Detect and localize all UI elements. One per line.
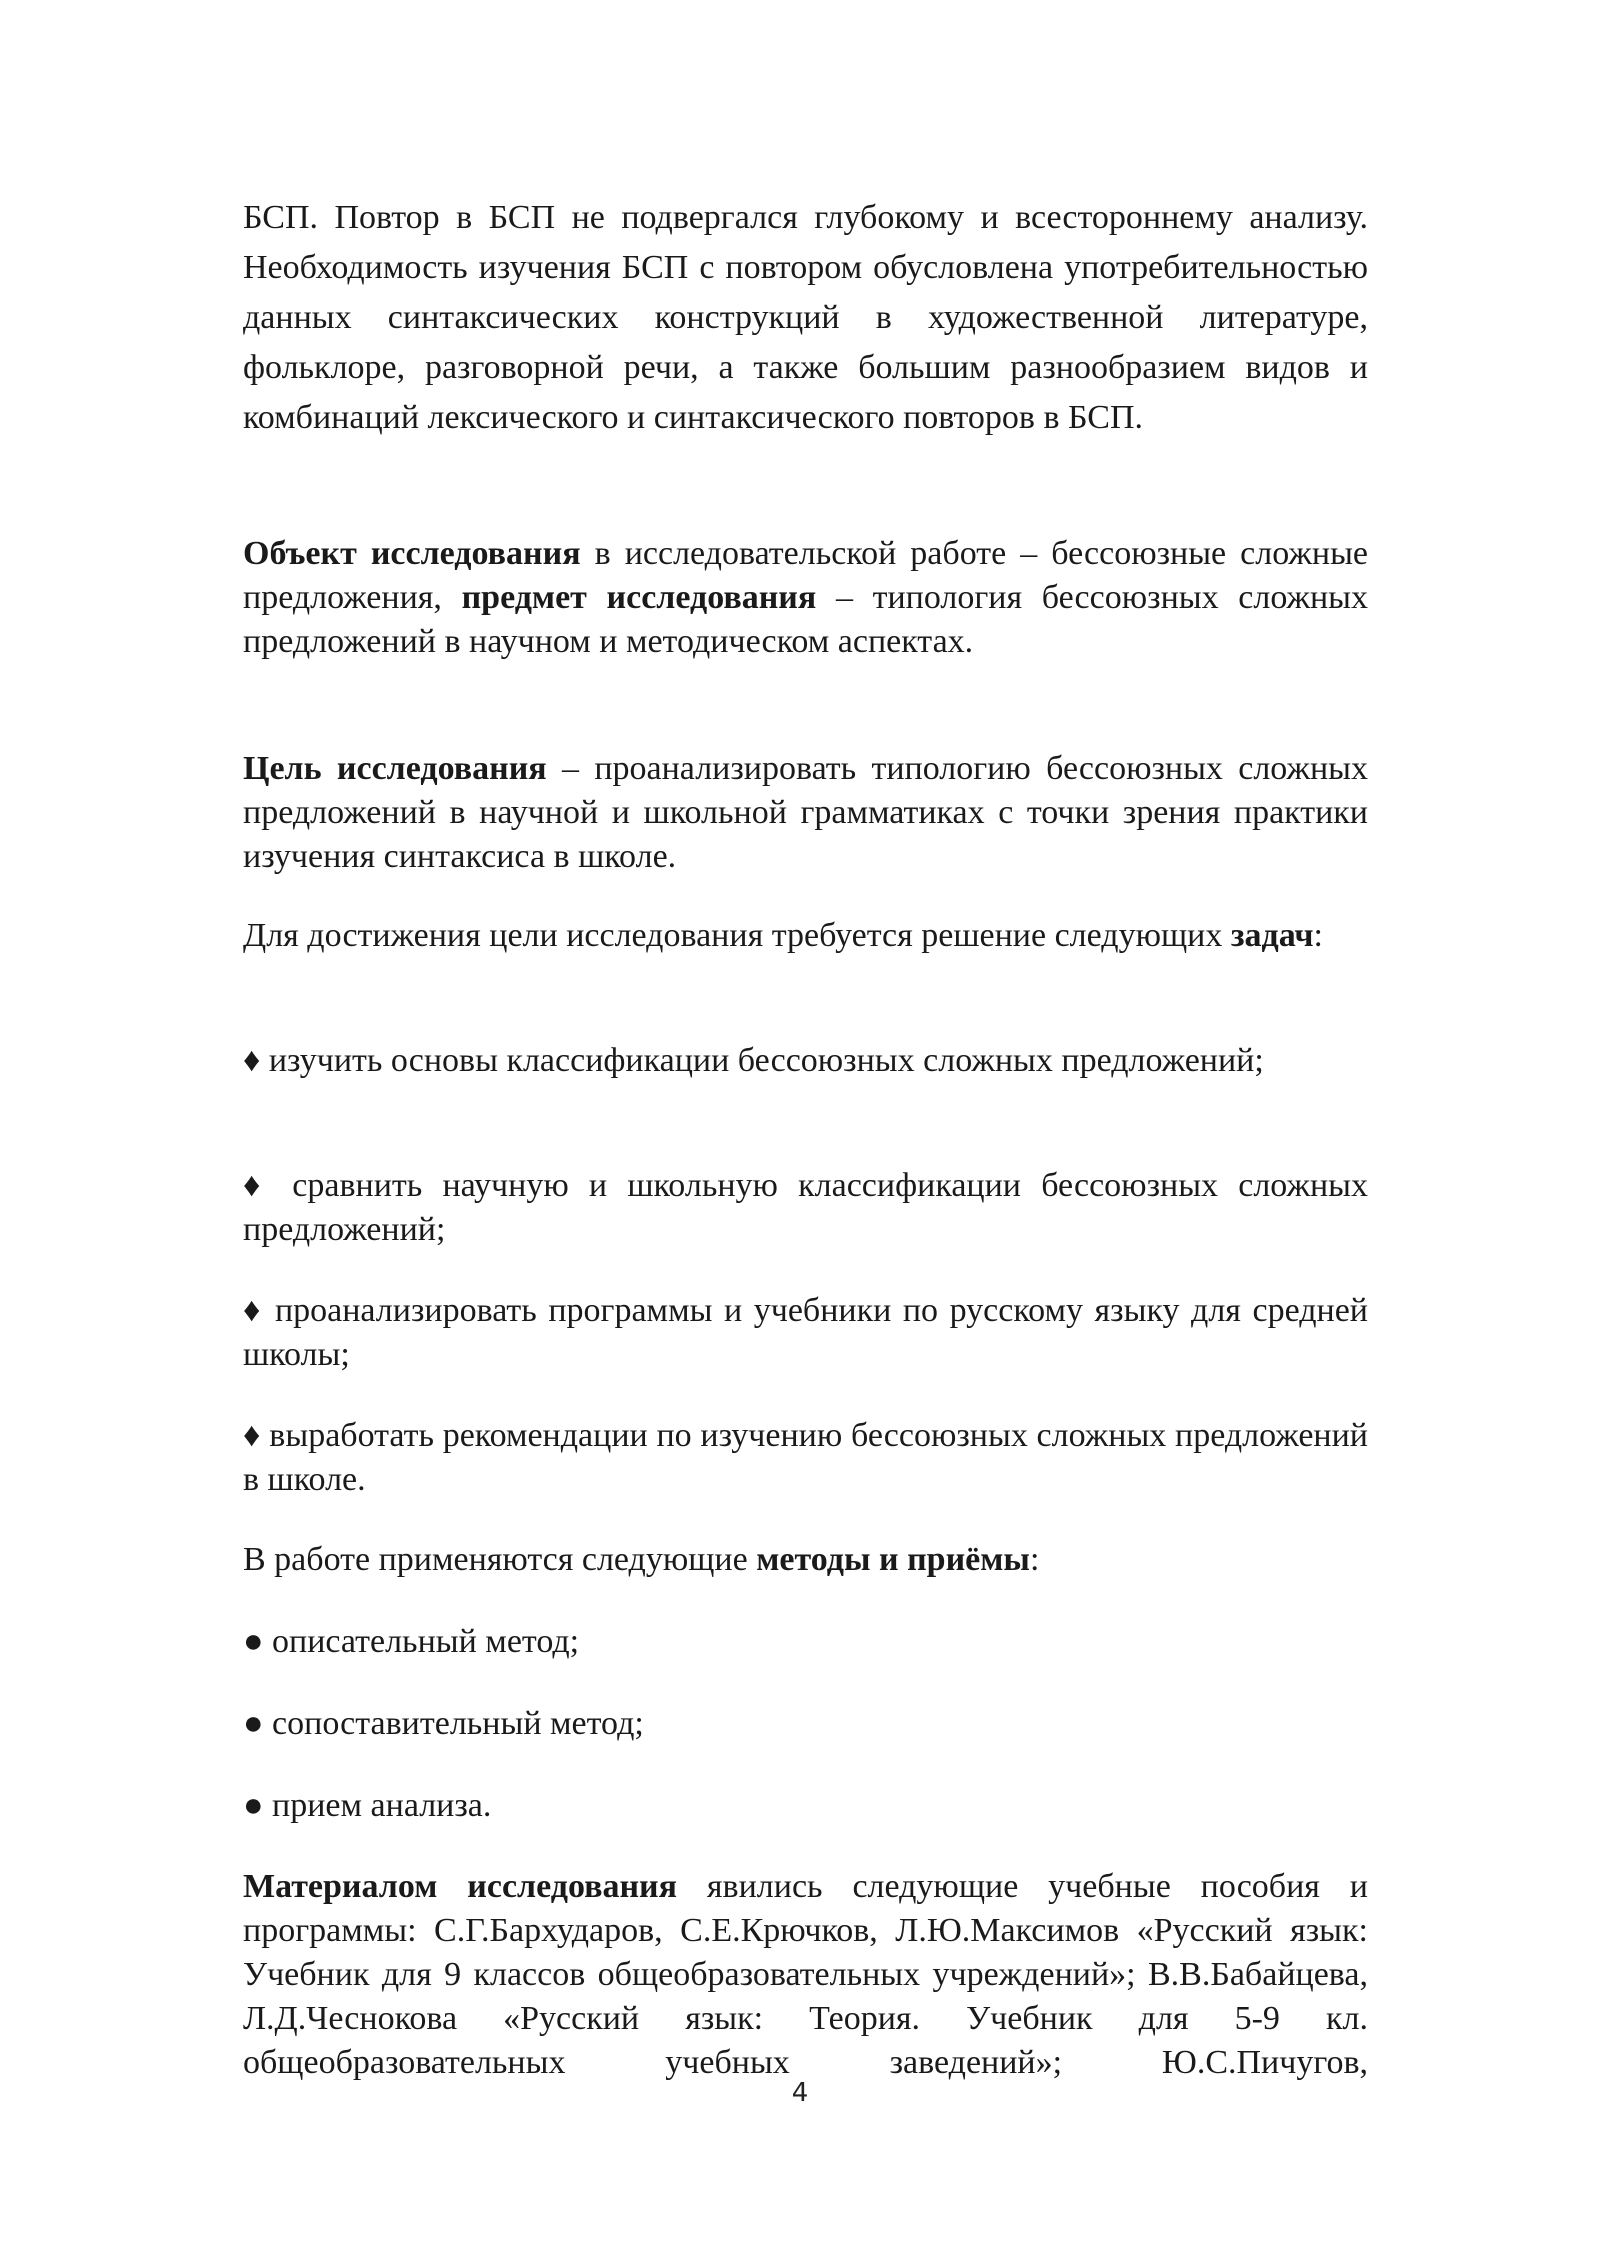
methods-label: методы и приёмы: [756, 1541, 1030, 1578]
tasks-intro-paragraph: Для достижения цели исследования требуется решение следующих задач:: [243, 917, 1323, 954]
page-number: 4: [791, 2078, 809, 2108]
intro-continuation-paragraph: БСП. Повтор в БСП не подвергался глубокому и всестороннему анализу. Необходимость изучения БСП с повтором обусловлена употребительностью данных синтаксических конструкций в художественной литературе, фольклоре, разговорной речи, а также большим разнообразием видов и комбинаций лексического и синтаксического повторов в БСП.: [243, 199, 1368, 436]
task-item: ♦ выработать рекомендации по изучению бессоюзных сложных предложений в школе.: [243, 1417, 1368, 1498]
task-item: ♦ изучить основы классификации бессоюзных сложных предложений;: [243, 1042, 1264, 1079]
material-label: Материалом исследования: [243, 1868, 678, 1905]
object-label: Объект исследования: [243, 535, 581, 572]
tasks-label: задач: [1230, 917, 1314, 954]
task-item: ♦ проанализировать программы и учебники по русскому языку для средней школы;: [243, 1292, 1368, 1373]
methods-intro-paragraph: В работе применяются следующие методы и приёмы:: [243, 1541, 1040, 1578]
task-item: ♦ сравнить научную и школьную классификации бессоюзных сложных предложений;: [243, 1167, 1368, 1248]
subject-label: предмет исследования: [461, 579, 817, 616]
goal-label: Цель исследования: [243, 750, 547, 787]
goal-paragraph: Цель исследования – проанализировать типологию бессоюзных сложных предложений в научной и школьной грамматиках с точки зрения практики изучения синтаксиса в школе.: [243, 750, 1368, 875]
material-paragraph: Материалом исследования явились следующие учебные пособия и программы: С.Г.Бархударов, С.Е.Крючков, Л.Ю.Максимов «Русский язык: Учебник для 9 классов общеобразовательных учреждений»; В.В.Бабайцева, Л.Д.Чеснокова «Русский язык: Теория. Учебник для 5-9 кл. общеобразовательных учебных заведений»; Ю.С.Пичугов,: [243, 1868, 1369, 2081]
object-paragraph: Объект исследования в исследовательской работе – бессоюзные сложные предложения, предмет исследования – типология бессоюзных сложных предложений в научном и методическом аспектах.: [243, 535, 1368, 660]
method-item: ● прием анализа.: [243, 1787, 492, 1824]
method-item: ● сопоставительный метод;: [243, 1705, 644, 1742]
method-item: ● описательный метод;: [243, 1623, 580, 1660]
